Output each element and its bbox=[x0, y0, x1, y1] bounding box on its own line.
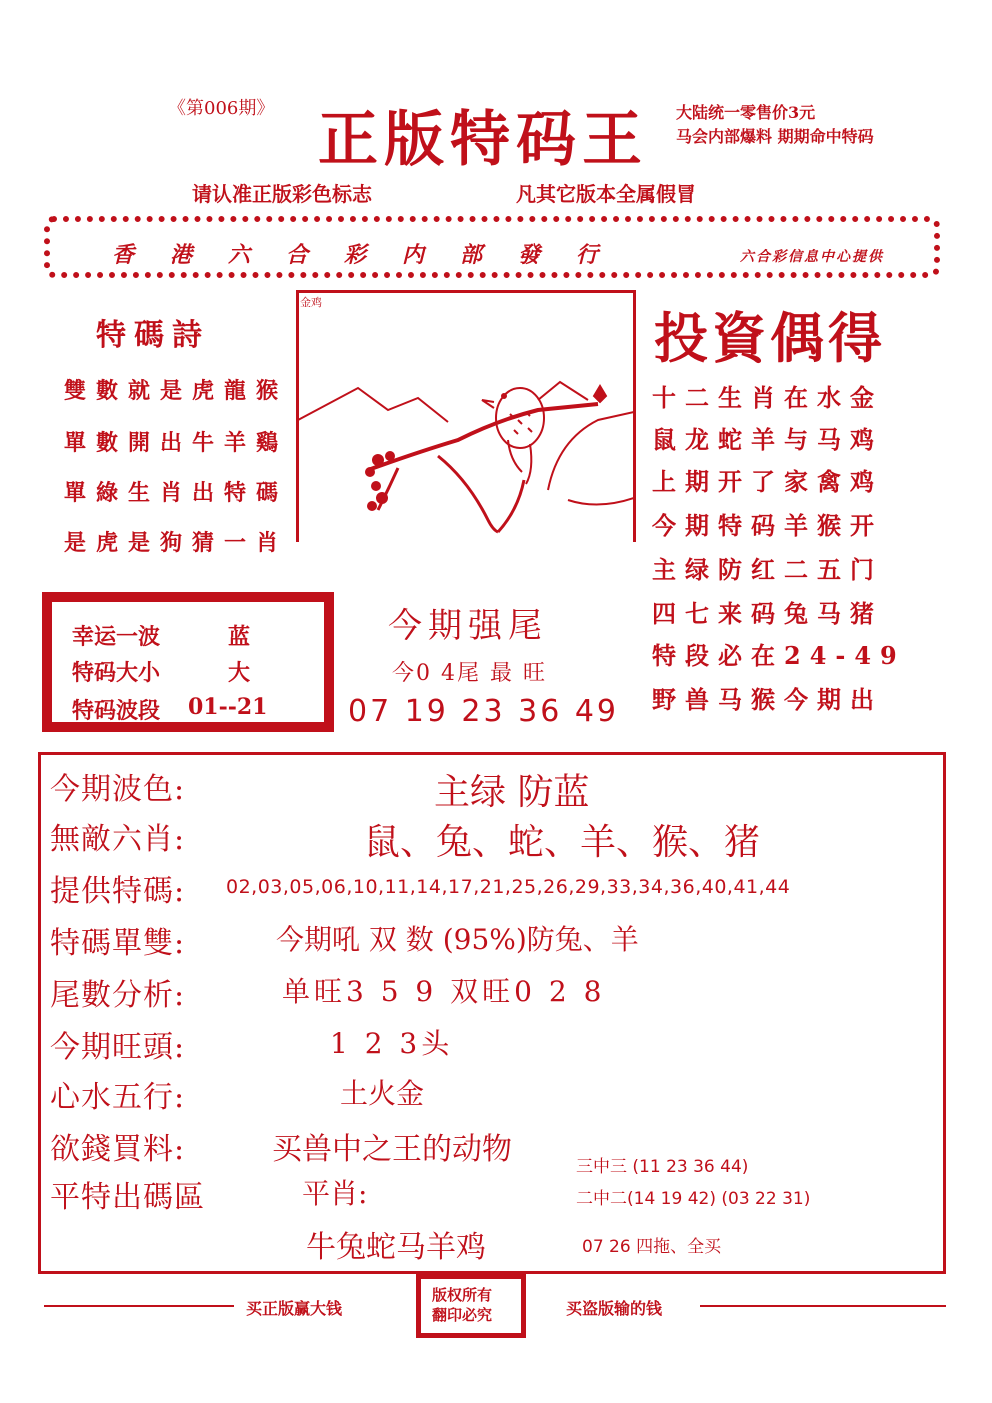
banner-text: 香港六合彩内部發行 bbox=[112, 242, 635, 268]
luck-label: 特码波段 bbox=[72, 698, 161, 724]
tail-analysis-label: 尾數分析: bbox=[50, 978, 186, 1013]
invest-title: 投資偶得 bbox=[654, 306, 886, 370]
authenticity-note-right: 凡其它版本全属假冒 bbox=[516, 182, 696, 206]
combo-three: 三中三 (11 23 36 44) bbox=[576, 1157, 749, 1177]
luck-label: 特码大小 bbox=[72, 660, 161, 686]
combo-drag: 07 26 四拖、全买 bbox=[582, 1237, 722, 1257]
issue-number: 《第006期》 bbox=[168, 98, 275, 119]
tail-subtitle: 今0 4尾 最 旺 bbox=[392, 661, 547, 686]
odd-even-label: 特碼單雙: bbox=[50, 926, 186, 961]
invest-line: 鼠龙蛇羊与马鸡 bbox=[652, 425, 883, 454]
special-number-label: 提供特碼: bbox=[50, 874, 186, 909]
ping-value: 牛兔蛇马羊鸡 bbox=[306, 1230, 486, 1265]
price-note: 大陆统一零售价3元 bbox=[676, 103, 816, 122]
banner-provider: 六合彩信息中心提供 bbox=[740, 249, 884, 265]
luck-value: 01--21 bbox=[188, 694, 268, 720]
ping-label: 平特出碼區 bbox=[50, 1180, 205, 1215]
invest-line: 主绿防红二五门 bbox=[652, 555, 883, 584]
authenticity-note-left: 请认准正版彩色标志 bbox=[192, 182, 372, 206]
luck-value: 大 bbox=[228, 660, 251, 686]
invest-line: 野兽马猴今期出 bbox=[652, 685, 883, 714]
page-title: 正版特码王 bbox=[318, 105, 648, 175]
luck-label: 幸运一波 bbox=[72, 624, 161, 650]
tail-analysis-value: 单旺3 5 9 双旺0 2 8 bbox=[282, 975, 606, 1008]
element-label: 心水五行: bbox=[50, 1080, 186, 1115]
special-number-list: 02,03,05,06,10,11,14,17,21,25,26,29,33,34,36,40,41,44 bbox=[226, 876, 791, 898]
copyright-line-2: 翻印必究 bbox=[432, 1306, 493, 1324]
poem-title: 特碼詩 bbox=[96, 318, 210, 353]
invest-line: 今期特码羊猴开 bbox=[652, 511, 883, 540]
buy-label: 欲錢買料: bbox=[50, 1132, 186, 1167]
element-value: 土火金 bbox=[340, 1077, 425, 1110]
wave-value: 主绿 防蓝 bbox=[434, 772, 590, 813]
poem-line: 是虎是狗猜一肖 bbox=[64, 530, 289, 556]
footer-left-text: 买正版赢大钱 bbox=[246, 1299, 343, 1318]
invest-line: 十二生肖在水金 bbox=[652, 383, 883, 412]
tail-title: 今期强尾 bbox=[388, 606, 548, 646]
footer-right-text: 买盗版输的钱 bbox=[566, 1299, 663, 1318]
invest-line: 四七来码兔马猪 bbox=[652, 599, 883, 628]
odd-even-value: 今期吼 双 数 (95%)防兔、羊 bbox=[276, 923, 639, 956]
copyright-line-1: 版权所有 bbox=[432, 1286, 493, 1304]
wave-label: 今期波色: bbox=[50, 772, 186, 807]
ping-sub-label: 平肖: bbox=[302, 1177, 368, 1210]
tail-numbers: 07 19 23 36 49 bbox=[348, 694, 620, 729]
poem-line: 單綠生肖出特碼 bbox=[64, 480, 289, 506]
footer-rule-left bbox=[44, 1305, 234, 1307]
combo-two: 二中二(14 19 42) (03 22 31) bbox=[576, 1189, 811, 1209]
six-zodiac-label: 無敵六肖: bbox=[50, 822, 186, 857]
poem-line: 雙數就是虎龍猴 bbox=[64, 378, 289, 404]
head-label: 今期旺頭: bbox=[50, 1030, 186, 1065]
footer-rule-right bbox=[700, 1305, 946, 1307]
inside-note: 马会内部爆料 期期命中特码 bbox=[676, 127, 874, 146]
poem-line: 單數開出牛羊鷄 bbox=[64, 430, 289, 456]
illustration-stamp: 金鸡 bbox=[300, 296, 322, 309]
invest-line: 上期开了家禽鸡 bbox=[652, 467, 883, 496]
luck-value: 蓝 bbox=[228, 624, 251, 650]
invest-line: 特段必在24-49 bbox=[652, 641, 906, 670]
head-value: 1 2 3头 bbox=[330, 1027, 454, 1060]
bird-on-branch-illustration-icon bbox=[298, 360, 634, 540]
buy-value: 买兽中之王的动物 bbox=[272, 1132, 512, 1167]
six-zodiac-value: 鼠、兔、蛇、羊、猴、猪 bbox=[364, 822, 761, 863]
